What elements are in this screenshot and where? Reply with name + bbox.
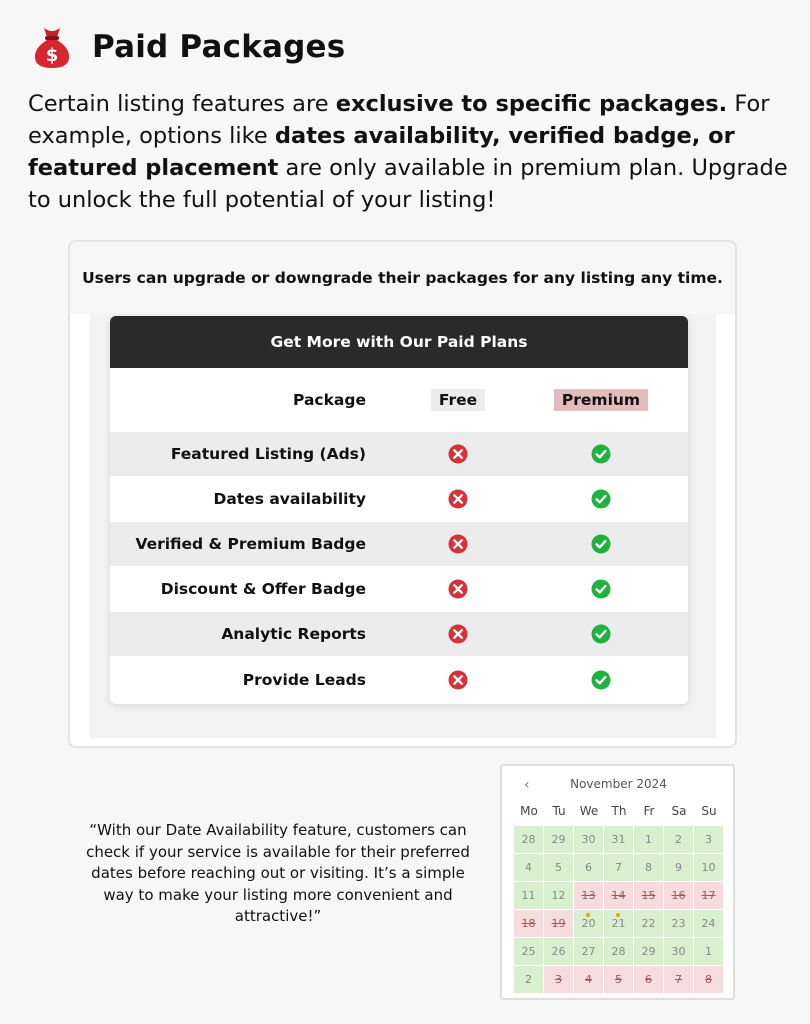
- calendar-day[interactable]: 6: [634, 966, 663, 993]
- plan-row: [110, 566, 688, 612]
- calendar-day[interactable]: 30: [664, 938, 693, 965]
- cross-icon: [448, 444, 468, 464]
- cross-icon: [448, 534, 468, 554]
- calendar-day[interactable]: 27: [574, 938, 603, 965]
- intro-paragraph: Certain listing features are exclusive to specific packages. For example, options like dates availability, verified badge, or featured placement are only available in premium plan. Upgrade to unlock the full potential of your listing!: [28, 91, 788, 213]
- calendar-day[interactable]: 25: [514, 938, 543, 965]
- svg-text:$: $: [45, 45, 59, 66]
- calendar-day[interactable]: 5: [604, 966, 633, 993]
- check-icon: [591, 534, 611, 554]
- check-icon: [591, 444, 611, 464]
- calendar-day[interactable]: 3: [544, 966, 573, 993]
- card-note: Users can upgrade or downgrade their packages for any listing any time.: [70, 242, 735, 314]
- calendar-month-label: November 2024: [570, 777, 667, 791]
- free-column-label: Free: [431, 389, 485, 411]
- calendar-day[interactable]: 5: [544, 854, 573, 881]
- calendar-weekday: Sa: [671, 804, 687, 818]
- calendar-day[interactable]: 12: [544, 882, 573, 909]
- calendar-day[interactable]: 1: [634, 826, 663, 853]
- calendar-weekday: Fr: [643, 804, 655, 818]
- calendar-day[interactable]: 9: [664, 854, 693, 881]
- calendar-day[interactable]: 17: [694, 882, 723, 909]
- calendar-day[interactable]: 30: [574, 826, 603, 853]
- cross-icon: [448, 670, 468, 690]
- calendar-weekday: Th: [611, 804, 627, 818]
- package-label: Package: [293, 391, 366, 409]
- calendar-day[interactable]: 26: [544, 938, 573, 965]
- feature-label: Featured Listing (Ads): [170, 445, 366, 463]
- calendar-day[interactable]: 3: [694, 826, 723, 853]
- plan-row: [110, 432, 688, 476]
- calendar-day[interactable]: 6: [574, 854, 603, 881]
- calendar-weekday: Mo: [520, 804, 538, 818]
- calendar-day[interactable]: 8: [634, 854, 663, 881]
- page-header: [30, 24, 345, 70]
- plan-row: [110, 612, 688, 656]
- calendar-day[interactable]: 7: [604, 854, 633, 881]
- feature-label: Provide Leads: [242, 671, 366, 689]
- calendar-day[interactable]: 15: [634, 882, 663, 909]
- calendar-day[interactable]: 23: [664, 910, 693, 937]
- calendar-weekday: Su: [701, 804, 717, 818]
- plan-row: [110, 656, 688, 704]
- calendar-weekday: Tu: [552, 804, 566, 818]
- calendar-day[interactable]: 8: [694, 966, 723, 993]
- calendar-prev-button[interactable]: ‹: [524, 777, 530, 793]
- booking-dot-icon: [616, 913, 620, 917]
- plans-heading: Get More with Our Paid Plans: [110, 316, 688, 368]
- feature-label: Discount & Offer Badge: [160, 580, 366, 598]
- feature-label: Dates availability: [213, 490, 366, 508]
- calendar-day[interactable]: 19: [544, 910, 573, 937]
- check-icon: [591, 489, 611, 509]
- calendar-day[interactable]: 28: [604, 938, 633, 965]
- calendar-day[interactable]: 4: [514, 854, 543, 881]
- plans-table: [110, 316, 688, 704]
- plan-row: [110, 476, 688, 522]
- plans-header-row: [110, 368, 688, 432]
- page-title: Paid Packages: [92, 29, 346, 65]
- calendar-day[interactable]: 10: [694, 854, 723, 881]
- calendar-day[interactable]: 4: [574, 966, 603, 993]
- check-icon: [591, 670, 611, 690]
- plan-row: [110, 522, 688, 566]
- check-icon: [591, 579, 611, 599]
- feature-label: Verified & Premium Badge: [135, 535, 366, 553]
- calendar-day[interactable]: 18: [514, 910, 543, 937]
- money-bag-icon: [30, 24, 74, 70]
- calendar-widget: [500, 764, 735, 1000]
- calendar-day[interactable]: 22: [634, 910, 663, 937]
- premium-column-label: Premium: [554, 389, 648, 411]
- calendar-day[interactable]: 2: [514, 966, 543, 993]
- calendar-day[interactable]: 29: [544, 826, 573, 853]
- calendar-day[interactable]: 24: [694, 910, 723, 937]
- calendar-day[interactable]: 14: [604, 882, 633, 909]
- date-availability-quote: “With our Date Availability feature, customers can check if your service is available for their preferred dates before reaching out or visiting. It’s a simple way to make your listing more convenient and attractive!”: [86, 821, 470, 925]
- calendar-day[interactable]: 13: [574, 882, 603, 909]
- calendar-day[interactable]: 1: [694, 938, 723, 965]
- calendar-day[interactable]: 29: [634, 938, 663, 965]
- booking-dot-icon: [586, 913, 590, 917]
- calendar-day[interactable]: 28: [514, 826, 543, 853]
- feature-label: Analytic Reports: [221, 625, 366, 643]
- cross-icon: [448, 579, 468, 599]
- calendar-day[interactable]: 7: [664, 966, 693, 993]
- cross-icon: [448, 624, 468, 644]
- calendar-weekday: We: [579, 804, 599, 818]
- cross-icon: [448, 489, 468, 509]
- calendar-day[interactable]: 20: [574, 910, 603, 937]
- calendar-day[interactable]: 21: [604, 910, 633, 937]
- calendar-day[interactable]: 31: [604, 826, 633, 853]
- check-icon: [591, 624, 611, 644]
- calendar-day[interactable]: 2: [664, 826, 693, 853]
- calendar-day[interactable]: 11: [514, 882, 543, 909]
- calendar-day[interactable]: 16: [664, 882, 693, 909]
